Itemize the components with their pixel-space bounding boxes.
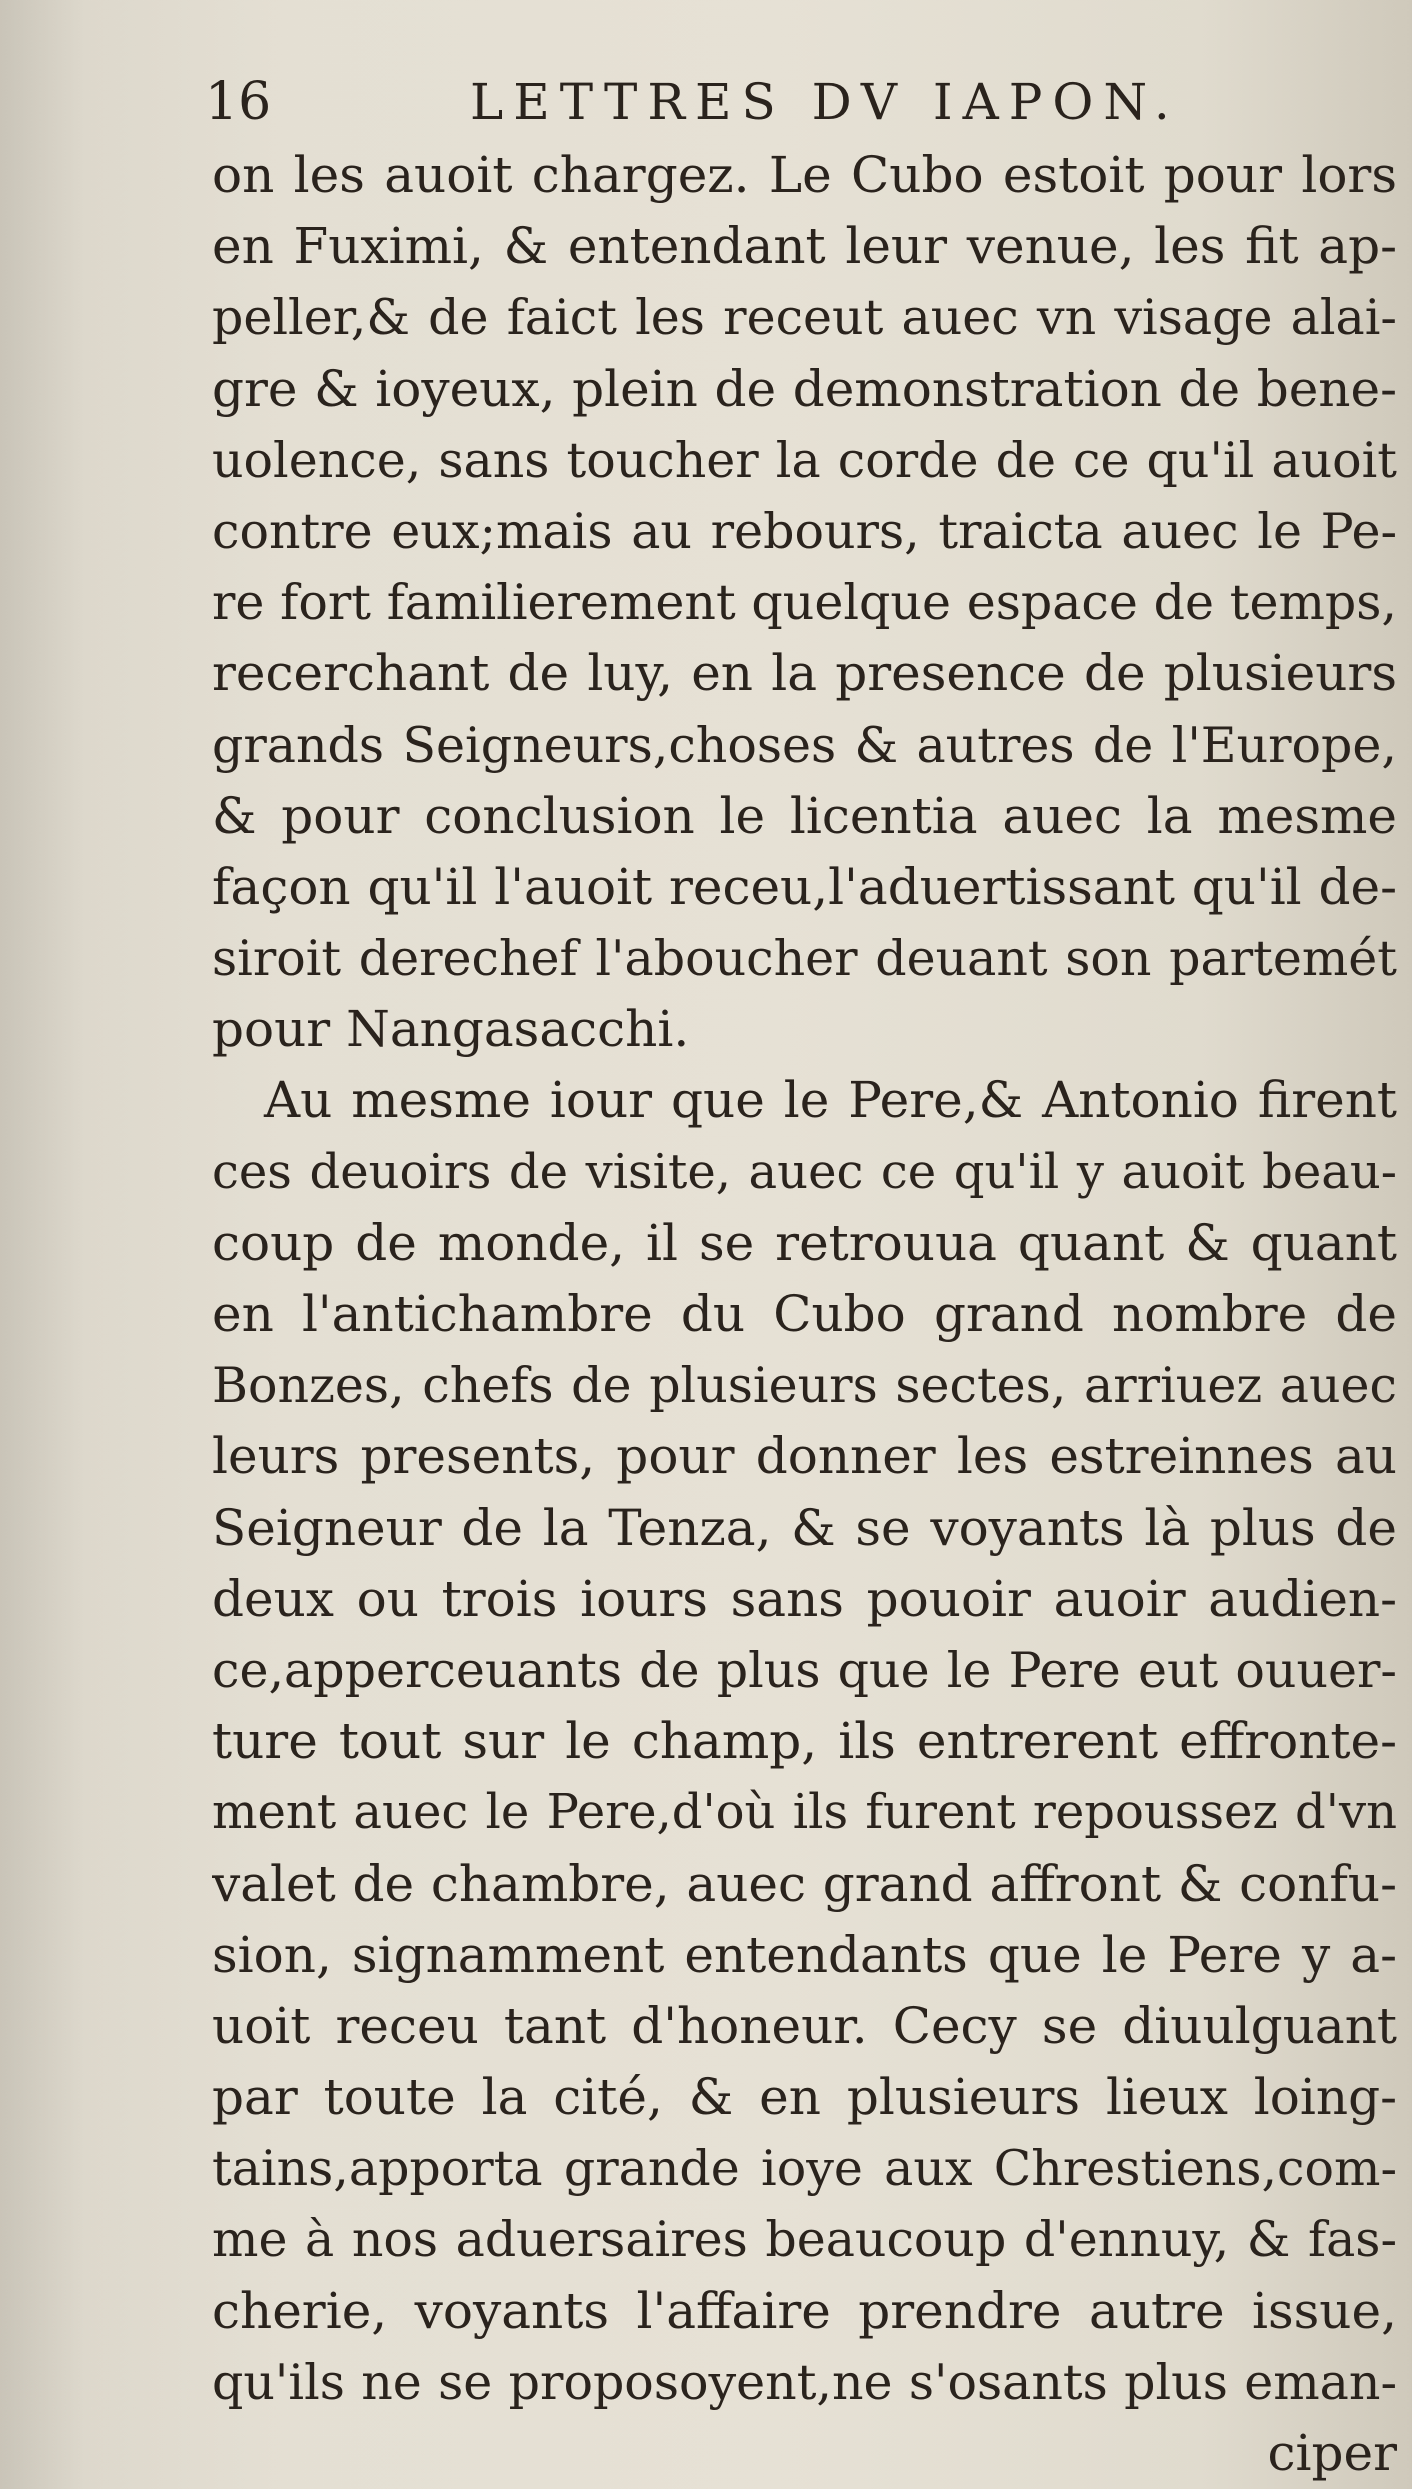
text-line: coup de monde, il se retrouua quant & quant bbox=[212, 1213, 1397, 1272]
page-number: 16 bbox=[205, 72, 272, 132]
text-line: en l'antichambre du Cubo grand nombre de bbox=[212, 1285, 1397, 1343]
text-line: leurs presents, pour donner les estreinnes au bbox=[212, 1427, 1397, 1486]
text-line: me à nos aduersaires beaucoup d'ennuy, & fas- bbox=[212, 2211, 1397, 2269]
text-line: en Fuximi, & entendant leur venue, les fit ap- bbox=[212, 217, 1397, 276]
text-line: contre eux;mais au rebours, traicta auec le Pe- bbox=[212, 502, 1397, 560]
text-line: par toute la cité, & en plusieurs lieux loing- bbox=[212, 2068, 1397, 2127]
running-title: LETTRES DV IAPON. bbox=[470, 73, 1180, 131]
text-line: Bonzes, chefs de plusieurs sectes, arriuez auec bbox=[212, 1357, 1397, 1415]
text-line: siroit derechef l'aboucher deuant son partemét bbox=[212, 930, 1397, 988]
text-line: ce,apperceuants de plus que le Pere eut ouuer- bbox=[212, 1641, 1397, 1699]
catchword: ciper bbox=[1267, 2424, 1397, 2482]
body-text bbox=[212, 140, 1397, 2489]
text-line: cherie, voyants l'affaire prendre autre issue, bbox=[212, 2281, 1397, 2340]
text-line: uoit receu tant d'honeur. Cecy se diuulguant bbox=[212, 1996, 1397, 2055]
text-line: uolence, sans toucher la corde de ce qu'il auoit bbox=[212, 431, 1397, 489]
text-line: & pour conclusion le licentia auec la mesme bbox=[212, 786, 1397, 845]
text-line: tains,apporta grande ioye aux Chrestiens,com- bbox=[212, 2140, 1397, 2198]
text-line: ture tout sur le champ, ils entrerent effronte- bbox=[212, 1712, 1397, 1771]
text-line: valet de chambre, auec grand affront & confu- bbox=[212, 1854, 1397, 1913]
text-line: ment auec le Pere,d'où ils furent repoussez d'vn bbox=[212, 1784, 1397, 1841]
text-line: on les auoit chargez. Le Cubo estoit pour lors bbox=[212, 146, 1397, 204]
text-line: deux ou trois iours sans pouoir auoir audien- bbox=[212, 1569, 1397, 1628]
text-line: grands Seigneurs,choses & autres de l'Europe, bbox=[212, 716, 1397, 774]
text-line: recerchant de luy, en la presence de plusieurs bbox=[212, 644, 1397, 703]
page-header bbox=[205, 62, 1205, 142]
text-line: sion, signamment entendants que le Pere y a- bbox=[212, 1925, 1397, 1984]
text-line: ces deuoirs de visite, auec ce qu'il y auoit beau- bbox=[212, 1143, 1397, 1200]
text-line: façon qu'il l'auoit receu,l'aduertissant qu'il de- bbox=[212, 857, 1397, 916]
paragraph-end-line: pour Nangasacchi. bbox=[212, 1000, 690, 1059]
paragraph-start-line: Au mesme iour que le Pere,& Antonio firent bbox=[264, 1071, 1397, 1130]
text-line: qu'ils ne se proposoyent,ne s'osants plus eman- bbox=[212, 2353, 1397, 2411]
text-line: peller,& de faict les receut auec vn visage alai- bbox=[212, 289, 1397, 347]
text-line: Seigneur de la Tenza, & se voyants là plus de bbox=[212, 1498, 1397, 1557]
text-line: gre & ioyeux, plein de demonstration de bene- bbox=[212, 359, 1397, 418]
text-line: re fort familierement quelque espace de temps, bbox=[212, 574, 1397, 632]
